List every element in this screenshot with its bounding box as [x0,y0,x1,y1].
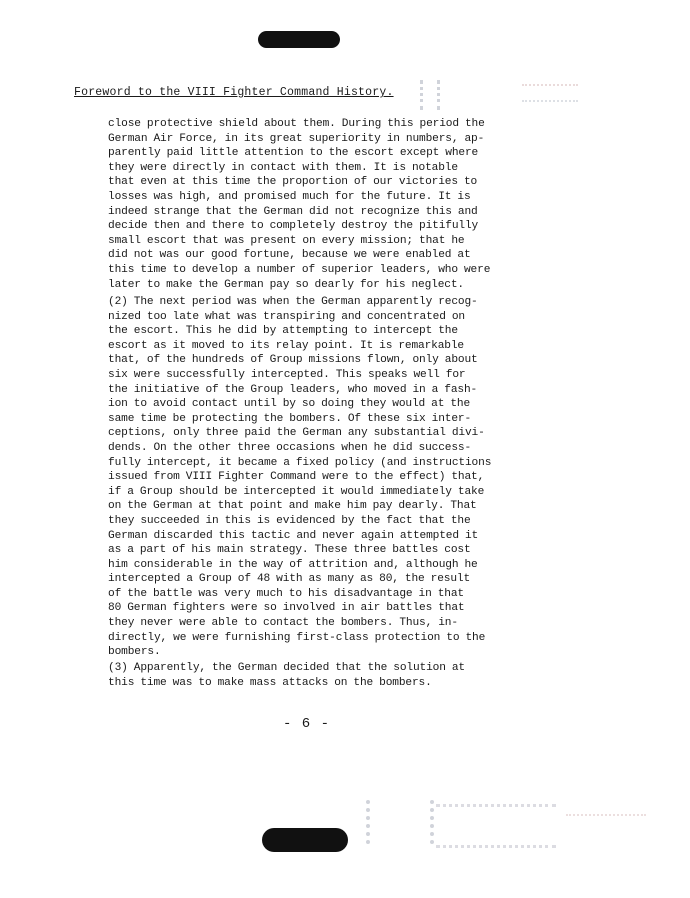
text-line: issued from VIII Fighter Command were to the effect) that, [108,471,485,484]
text-line: bombers. [108,646,161,659]
text-line: they succeeded in this is evidenced by the fact that the [108,514,471,527]
text-line: if a Group should be intercepted it would immediately take [108,485,485,498]
text-line: parently paid little attention to the escort except where [108,147,479,160]
text-line: (3) Apparently, the German decided that the solution at [108,662,465,674]
redaction-mark-top [258,31,340,48]
text-line: German Air Force, in its great superiority in numbers, ap- [108,132,485,145]
faded-stamp-top [390,76,590,116]
text-line: on the German at that point and make him pay dearly. That [108,500,477,513]
text-line: (2) The next period was when the German apparently recog- [108,296,478,308]
redaction-mark-bottom [262,828,348,852]
text-line: the initiative of the Group leaders, who moved in a fash- [108,383,478,396]
text-line: fully intercept, it became a fixed policy (and instructions [108,456,492,469]
text-line: they never were able to contact the bombers. Thus, in- [108,617,458,630]
paragraph-2 [108,295,533,660]
text-line: the escort. This he did by attempting to intercept the [108,325,458,338]
page-number: - 6 - [283,716,331,732]
document-header: Foreword to the VIII Fighter Command History. [74,86,394,99]
text-line: ceptions, only three paid the German any substantial divi- [108,427,485,440]
text-line: they were directly in contact with them. It is notable [108,161,458,174]
text-line: of the battle was very much to his disadvantage in that [108,587,464,600]
text-line: escort as it moved to its relay point. It is remarkable [108,339,464,352]
text-line: small escort that was present on every mission; that he [108,234,465,247]
text-line: did not was our good fortune, because we were enabled at [108,249,471,262]
text-line: later to make the German pay so dearly for his neglect. [108,278,464,291]
faded-stamp-bottom [366,800,666,848]
text-line: him considerable in the way of attrition and, although he [108,558,478,571]
text-line: same time be protecting the bombers. Of these six inter- [108,412,472,425]
text-line: that, of the hundreds of Group missions flown, only about [108,354,478,367]
text-line: that even at this time the proportion of our victories to [108,176,478,189]
text-line: German discarded this tactic and never again attempted it [108,529,479,542]
text-line: decide then and there to completely destroy the pitifully [108,220,479,233]
paragraph-1 [108,117,533,292]
text-line: this time to develop a number of superior leaders, who were [108,263,491,276]
text-line: six were successfully intercepted. This speaks well for [108,368,466,381]
text-line: close protective shield about them. During this period the [108,118,485,130]
text-line: directly, we were furnishing first-class protection to the [108,631,486,644]
text-line: losses was high, and promised much for the future. It is [108,190,471,203]
text-line: 80 German fighters were so involved in air battles that [108,602,465,615]
text-line: intercepted a Group of 48 with as many as 80, the result [108,573,471,586]
text-line: as a part of his main strategy. These three battles cost [108,544,471,557]
text-line: nized too late what was transpiring and concentrated on [108,310,465,323]
text-line: indeed strange that the German did not recognize this and [108,205,478,218]
paragraph-3 [108,661,533,690]
text-line: dends. On the other three occasions when he did success- [108,441,472,454]
text-line: ion to avoid contact until by so doing they would at the [108,398,471,411]
text-line: this time was to make mass attacks on the bombers. [108,676,432,689]
